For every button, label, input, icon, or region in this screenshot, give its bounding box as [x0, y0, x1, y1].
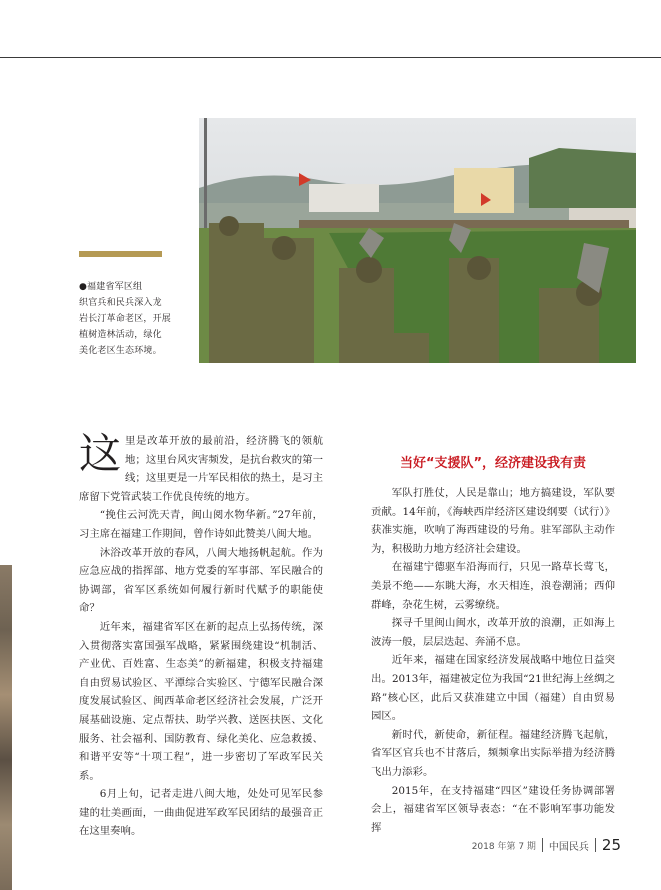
- article-paragraph: 军队打胜仗，人民是靠山；地方搞建设，军队要贡献。14年前，《海峡西岸经济区建设纲要（试行）》获准实施，吹响了海西建设的号角。驻军部队主动作为，积极助力地方经济社会建设。: [371, 487, 615, 555]
- article-paragraph: 探寻千里闽山闽水，改革开放的浪潮，正如海上波涛一般，层层迭起、奔涌不息。: [371, 617, 615, 648]
- article-paragraph: “挽住云河洗天青，闽山阅水物华新。”27年前，习主席在福建工作期间，曾作诗如此赞美八闽大地。: [79, 509, 323, 540]
- article-paragraph: 6月上旬，记者走进八闽大地，处处可见军民参建的壮美画面，一曲曲促进军政军民团结的最强音正在这里奏响。: [79, 788, 323, 838]
- page-footer: [472, 836, 621, 854]
- caption-line: 植树造林活动，绿化: [79, 330, 162, 340]
- caption-line: ●福建省军区组: [79, 282, 143, 292]
- drop-cap: 这: [79, 429, 122, 478]
- magazine-name: 中国民兵: [548, 841, 589, 853]
- caption-line: 织官兵和民兵深入龙: [79, 298, 162, 308]
- caption-line: 美化老区生态环境。: [79, 346, 162, 356]
- caption-line: 岩长汀革命老区，开展: [79, 314, 172, 324]
- issue-label: 2018 年第 7 期: [471, 841, 536, 852]
- article-left-column: [79, 429, 323, 841]
- article-paragraph: 近年来，福建省军区在新的起点上弘扬传统，深入贯彻落实富国强军战略，紧紧围绕建设“机制活、产业优、百姓富、生态美”的新福建，积极支持福建自由贸易试验区、平潭综合实验区、宁德军民融合深度发展试验区、闽西革命老区经济社会发展，广泛开展基础设施、定点帮扶、助学兴教、送医扶医、文化服务、社会福利、国防教育、绿化美化、应急救援、和谐平安等“十项工程”，进一步密切了军政军民关系。: [79, 620, 323, 782]
- page-number: 25: [601, 836, 621, 854]
- article-paragraph: 近年来，福建在国家经济发展战略中地位日益突出。2013年，福建被定位为我国“21世纪海上丝绸之路”核心区，此后又获准建立中国（福建）自由贸易园区。: [371, 654, 615, 723]
- article-paragraph: 新时代，新使命，新征程。福建经济腾飞起航，省军区官兵也不甘落后，频频拿出实际举措为经济腾飞出力添彩。: [371, 728, 615, 778]
- footer-divider: [542, 838, 543, 852]
- photo-caption: [79, 279, 191, 359]
- caption-accent-bar: [79, 251, 162, 257]
- article-paragraph: [79, 429, 323, 506]
- article-photo: [199, 118, 636, 363]
- margin-image-strip: [0, 565, 12, 890]
- article-right-column: [371, 484, 615, 837]
- footer-divider: [595, 838, 596, 852]
- paragraph-text: 里是改革开放的最前沿，经济腾飞的领航地；这里台风灾害频发，是抗台救灾的第一线；这里更是一片军民相依的热土，是习主席留下党管武装工作优良传统的地方。: [79, 435, 323, 503]
- article-paragraph: 在福建宁德驱车沿海而行，只见一路草长莺飞，美景不绝——东眺大海，水天相连，浪卷潮涌；西仰群峰，杂花生树，云雾缭绕。: [371, 561, 615, 611]
- article-paragraph: 2015年，在支持福建“四区”建设任务协调部署会上，福建省军区领导表态：“在不影响军事功能发挥: [371, 784, 615, 834]
- header-rule: [0, 57, 661, 58]
- article-paragraph: 沐浴改革开放的春风，八闽大地扬帆起航。作为应急应战的指挥部、地方党委的军事部、军民融合的协调部，省军区系统如何履行新时代赋予的职能使命？: [79, 546, 323, 615]
- section-heading: 当好“支援队”，经济建设我有责: [399, 456, 587, 471]
